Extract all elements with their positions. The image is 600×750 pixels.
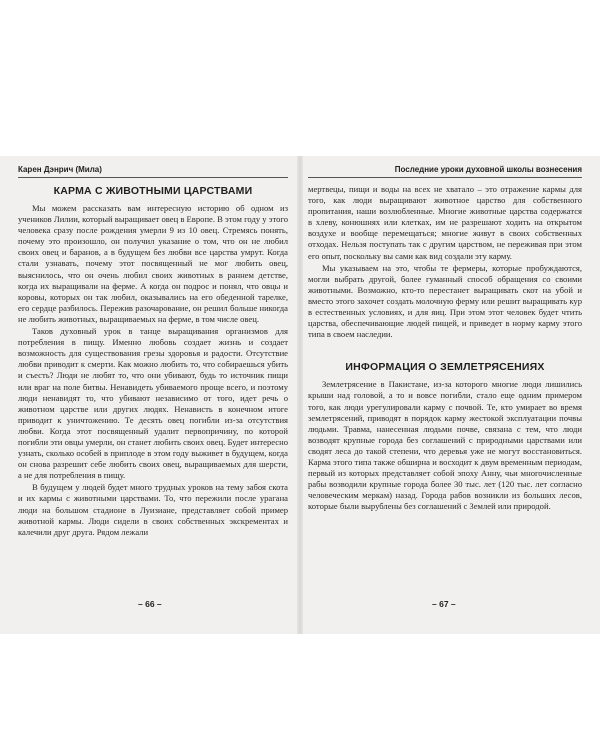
chapter-title-karma: КАРМА С ЖИВОТНЫМИ ЦАРСТВАМИ xyxy=(53,185,253,197)
right-paragraph-1: мертвецы, пищи и воды на всех не хватало – это отражение кармы для того, как люди выращивают животное царство для собственного пропитания, наши возлюбленные. Многие животные царства содержатся в хлеву, конюшнях или клетках, им не разрешают ходить на открытом воздухе и вообще перемещаться; многие живут в своих собственных отходах. Нельзя поступать так с другим царством, не переживая при этом его опыт, поскольку вы сами как вид создали эту карму. xyxy=(308,184,582,261)
section-gap xyxy=(308,340,582,354)
chapter-title-earthquakes: ИНФОРМАЦИЯ О ЗЕМЛЕТРЯСЕНИЯХ xyxy=(345,361,545,374)
left-paragraph-3: В будущем у людей будет много трудных уроков на тему забоя скота и их кармы с животными царствами. То, что пережили после урагана люди на большом стадионе в Луизиане, представляет собой пример животной кармы. Люди сидели в своих собственных экскрементах и калечили друг друга. Рядом лежали xyxy=(18,482,288,537)
running-head-left: Карен Дэнрич (Мила) xyxy=(18,165,288,178)
right-page xyxy=(308,165,582,609)
right-paragraph-2: Мы указываем на это, чтобы те фермеры, которые пробуждаются, могли выбрать другой, более гуманный способ обращения со своими животными. Возможно, кто-то перестанет выращивать скот на убой и вместо этого захочет создать молочную ферму или решит выращивать кур в естественных условиях, и для яиц. При этом этот человек будет чтить царства, обеспечивающие людей пищей, и приведет в норму карму этого типа в своем наследии. xyxy=(308,262,582,340)
page-number-left: – 66 – xyxy=(138,599,162,609)
left-page xyxy=(18,165,288,609)
running-head-right: Последние уроки духовной школы вознесения xyxy=(308,165,582,178)
left-paragraph-2: Таков духовный урок в танце выращивания организмов для потребления в пищу. Именно любовь создает жизнь и создает возможность для существования грезы здоровья и радости. Отсутствие любви приводит к смерти. Как можно любить то, что собираешься убить и съесть? Люди не любят то, что они убивают, будь то источник пищи или враг на поле битвы. Ненавидеть убиваемого проще всего, и поэтому люди ненавидят то, что убивают независимо от того, идет речь о животном царстве или других людях. Ненависть в конечном итоге приводит к уничтожению. Те десять овец погибли из-за отсутствия любви. Когда этот посвященный удалит первопричину, по которой погибли эти овцы умерли, он станет любить своих овец. Будет интересно узнать, сколько особей в приплоде в этом году выживет в будущем, когда он снова разрешит себе любить своих овец, выращиваемых для шерсти, а не для потребления в пищу. xyxy=(18,326,288,481)
book-gutter xyxy=(297,156,303,634)
left-paragraph-1: Мы можем рассказать вам интересную историю об одном из учеников Лилии, который выращивает овец в Европе. В этом году у этого человека сразу после рождения умерли 9 из 10 овец. Стремясь понять, почему это произошло, он получил указание о том, что он не любил своих овец и баранов, а в будущем без любви все царства умрут. Когда стали узнавать, почему этот посвященный не мог любить овец, выяснилось, что он очень любил своих животных в раннем детстве, когда их выращивали на ферме. А когда он подрос и понял, что овцы и коровы, которых он так любил, оказывались на его обеденной тарелке, его сердце разбилось. Пережив разочарование, он решил больше никогда не любить животных, выращиваемых на ферме, в том числе овец. xyxy=(18,203,288,324)
right-paragraph-3: Землетрясение в Пакистане, из-за которого многие люди лишились крыши над головой, а то и вовсе погибли, стало еще одним примером того, как люди урегулировали карму с почвой. Те, кто умирает во время землетрясений, приводят в порядок карму жестокой эксплуатации почвы людьми. Травма, нанесенная людьми почве, связана с тем, что люди возводят крупные города без соглашений с природными царствами или сводят леса до такой степени, что деревья уже не могут восстановиться. Карма этого типа также обширна и восходит к двум временным периодам, первый из которых представляет собой эпоху Анну, чьи многочисленные рабы возводили крупные города более 30 тыс. лет (120 тыс. лет согласно человеческим меркам) назад. Города рабов возникли из больших лесов, которые были вырублены без соглашений с Землей или природой. xyxy=(308,379,582,512)
page-number-right: – 67 – xyxy=(432,599,456,609)
